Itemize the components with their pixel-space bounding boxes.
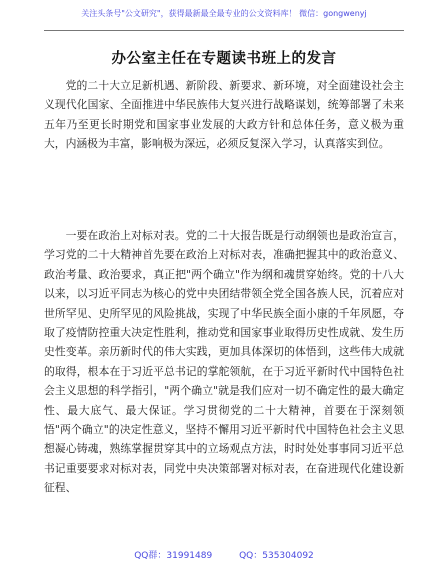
body-paragraph-1: 党的二十大立足新机遇、新阶段、新要求、新环境，对全面建设社会主义现代化国家、全面推进中华民族伟大复兴进行战略谋划，统筹部署了未来五年乃至更长时期党和国家事业发展的大政方针和总体任务，意义极为重大，内涵极为丰富，影响极为深远，必须反复深入学习，认真落实到位。 [44, 79, 404, 151]
header-divider [44, 30, 404, 31]
document-title: 办公室主任在专题读书班上的发言 [111, 50, 337, 67]
body-paragraph-2: 一要在政治上对标对表。党的二十大报告既是行动纲领也是政治宣言，学习党的二十大精神首先要在政治上对标对表，准确把握其中的政治意义、政治考量、政治要求，真正把"两个确立"作为纲和魂贯穿始终。党的十八大以来，以习近平同志为核心的党中央团结带领全党全国各族人民，沉着应对世所罕见、史所罕见的风险挑战，实现了中华民族全面小康的千年夙愿，夺取了疫情防控重大决定性胜利，推动党和国家事业取得历史性成就、发生历史性变革。亲历新时代的伟大实践，更加具体深切的体悟到，这些伟大成就的取得，根本在于习近平总书记的掌舵领航，在于习近平新时代中国特色社会主义思想的科学指引，"两个确立"就是我们应对一切不确定性的最大确定性、最大底气、最大保证。学习贯彻党的二十大精神，首要在于深刻领悟"两个确立"的决定性意义，坚持不懈用习近平新时代中国特色社会主义思想凝心铸魂，熟练掌握贯穿其中的立场观点方法，时时处处事事同习近平总书记重要要求对标对表，同党中央决策部署对标对表，在奋进现代化建设新征程、 [44, 229, 404, 495]
header-promo-text: 关注头条号"公文研究"，获得最新最全最专业的公文资料库！ 微信：gongwenyj [81, 9, 367, 18]
footer-contact [0, 548, 448, 561]
footer-qq: QQ：535304092 [239, 551, 314, 561]
footer-qq-group: QQ群：31991489 [134, 551, 213, 561]
